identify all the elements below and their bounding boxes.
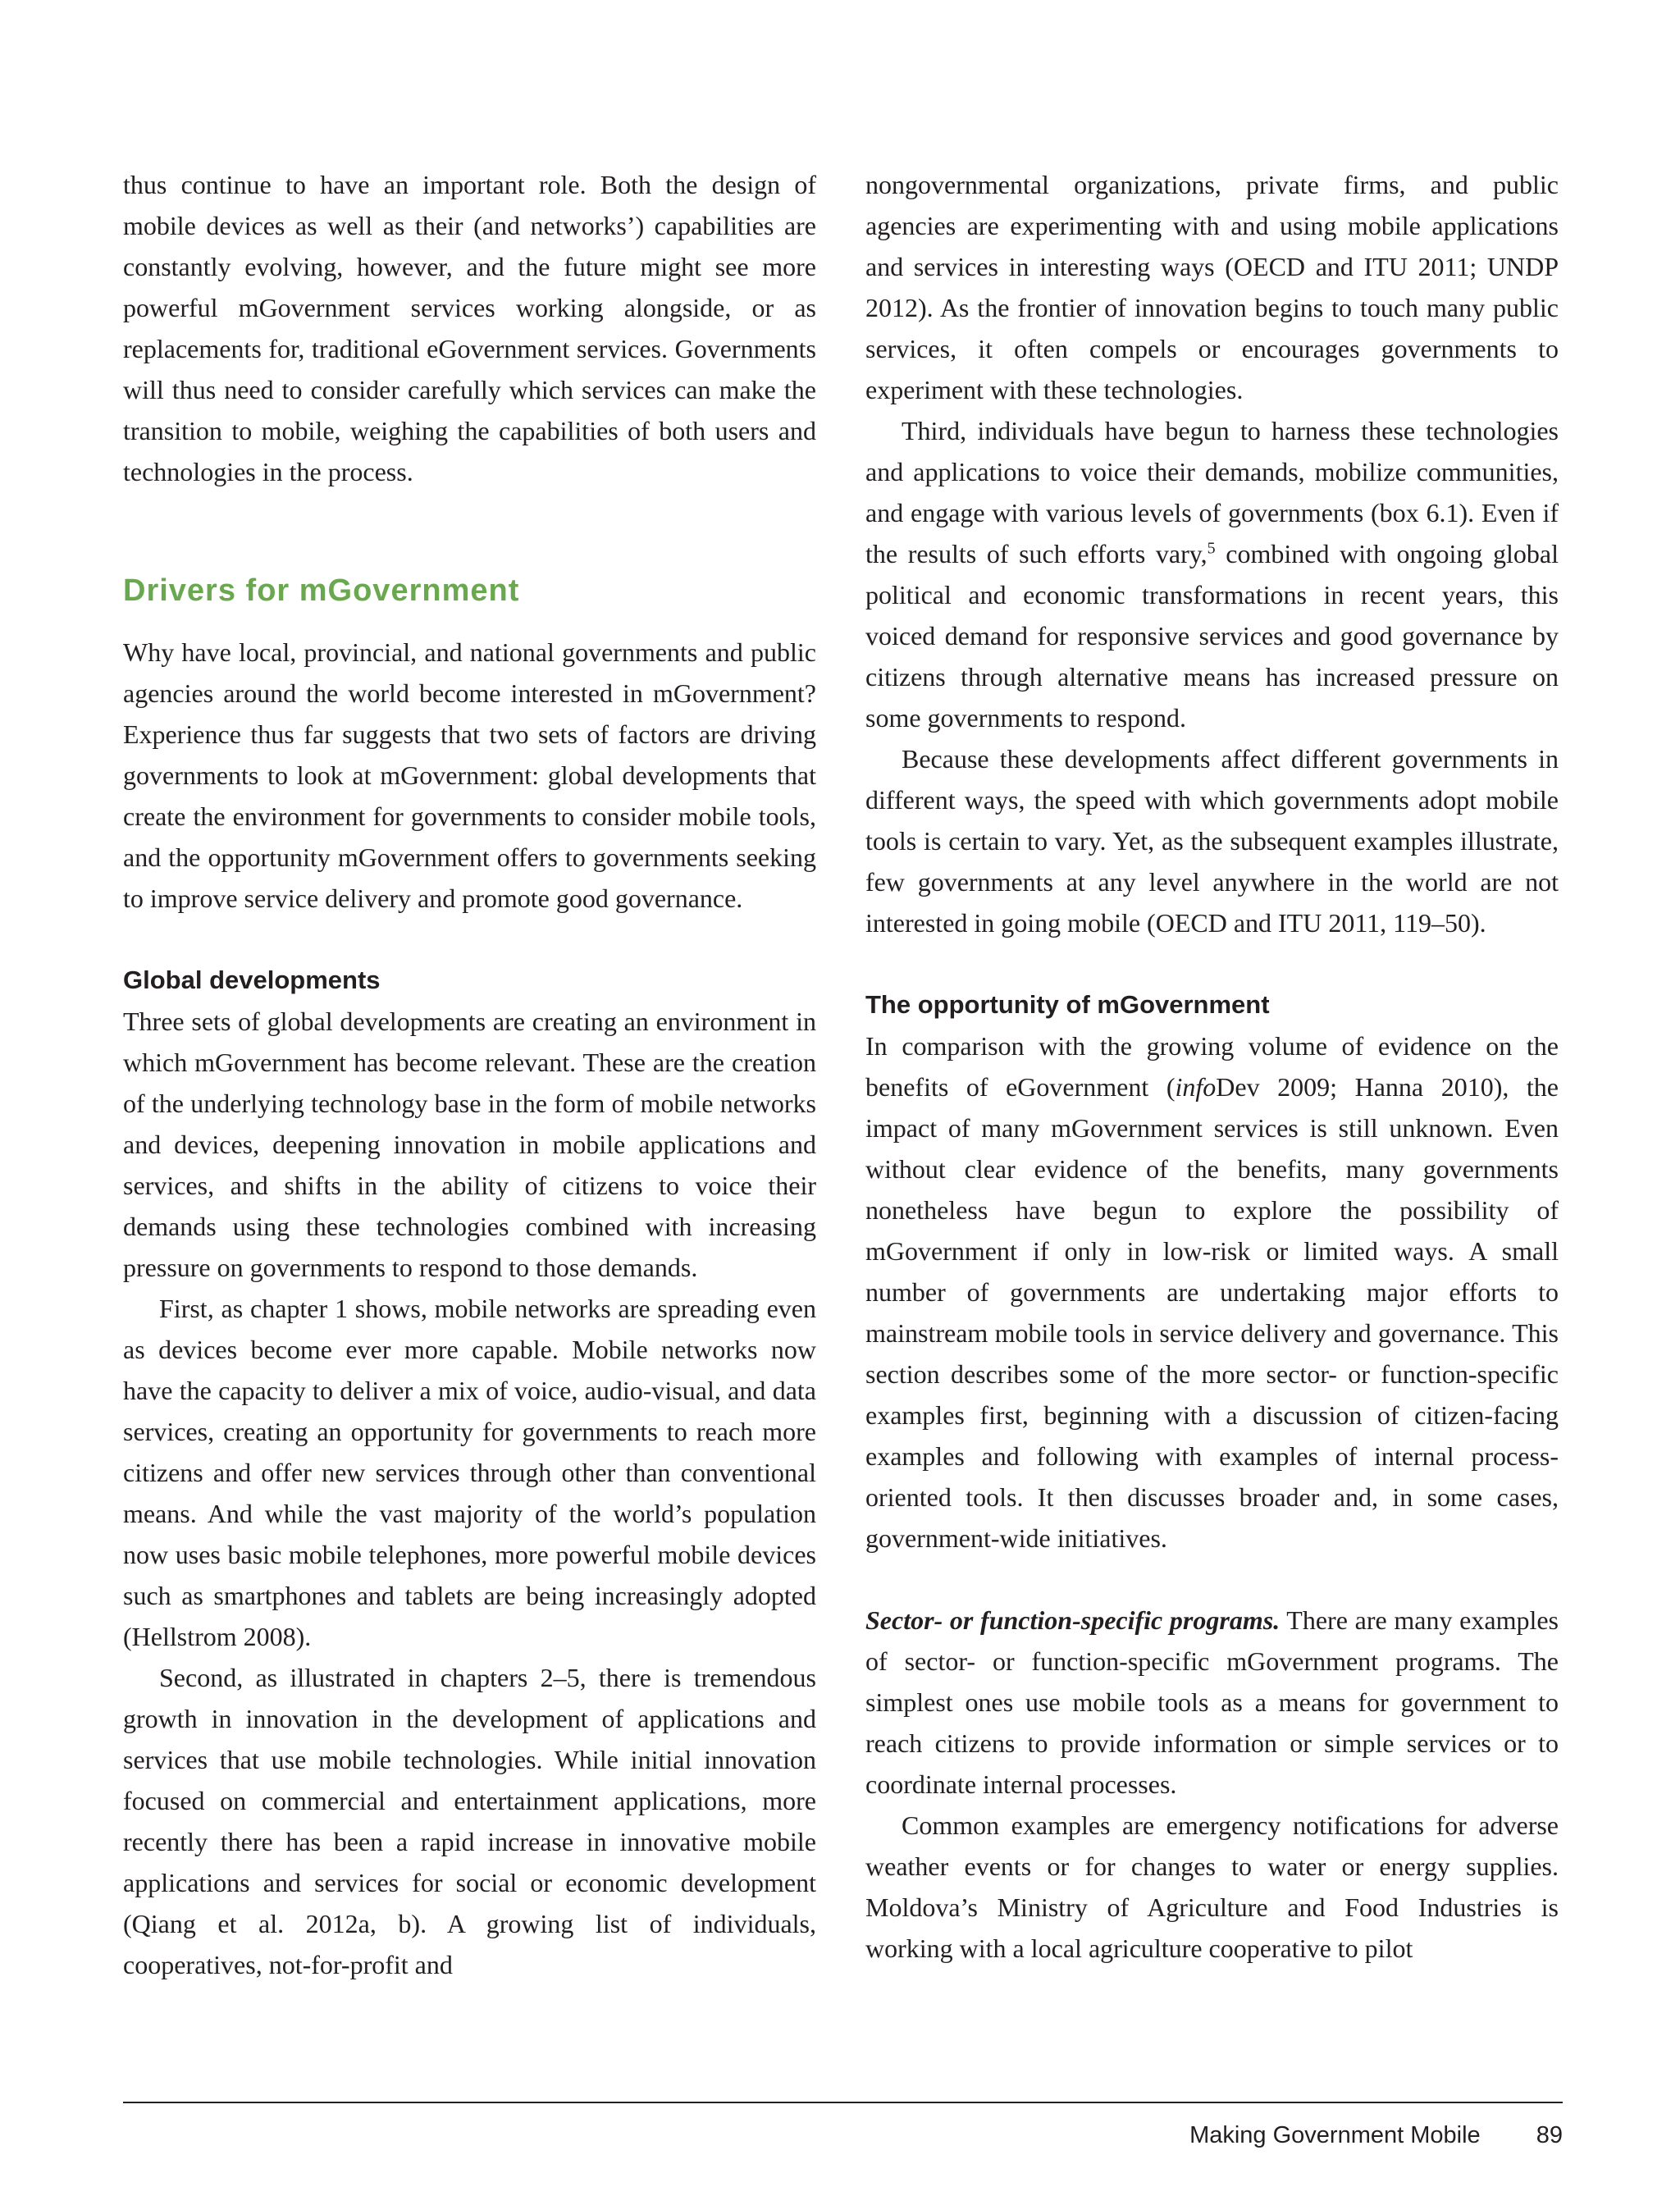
left-column xyxy=(123,164,816,1985)
section-heading-drivers: Drivers for mGovernment xyxy=(123,573,520,608)
paragraph-intro: thus continue to have an important role. Both the design of mobile devices as well as their (and networks’) capabilities are constantly evolving, however, and the future might see more powerful mGovernment services working alongside, or as replacements for, traditional eGovernment services. Governments will thus need to consider carefully which services can make the transition to mobile, weighing the capabilities of both users and technologies in the process. xyxy=(123,170,816,486)
footnote-marker: 5 xyxy=(1207,539,1216,558)
paragraph-drivers: Why have local, provincial, and national governments and public agencies around the world become interested in mGovernment? Experience thus far suggests that two sets of factors are driving governments to look at mGovernment: global developments that create the environment for governments to consider mobile tools, and the opportunity mGovernment offers to governments seeking to improve service delivery and promote good governance. xyxy=(123,637,816,913)
paragraph-third-text-b: combined with ongoing global political and economic transformations in recent years, this voiced demand for responsive services and good governance by citizens through alternative means has increased pressure on some governments to respond. xyxy=(865,539,1559,733)
paragraph-opportunity-text-b: Dev 2009; Hanna 2010), the impact of many mGovernment services is still unknown. Even without clear evidence of the benefits, many governments nonetheless have begun to explore the possibility of mGovernment if only in low-risk or limited ways. A small number of governments are undertaking major efforts to mainstream mobile tools in service delivery and governance. This section describes some of the more sector- or function-specific examples first, beginning with a discussion of citizen-facing examples and following with examples of internal process-oriented tools. It then discusses broader and, in some cases, government-wide initiatives. xyxy=(865,1072,1559,1553)
paragraph-common-examples: Common examples are emergency notifications for adverse weather events or for changes to water or energy supplies. Moldova’s Ministry of Agriculture and Food Industries is working with a local agriculture cooperative to pilot xyxy=(865,1810,1559,1963)
paragraph-second: Second, as illustrated in chapters 2–5, there is tremendous growth in innovation in the development of applications and services that use mobile technologies. While initial innovation focused on commercial and entertainment applications, more recently there has been a rapid increase in innovative mobile applications and services for social or economic development (Qiang et al. 2012a, b). A growing list of individuals, cooperatives, not-for-profit and xyxy=(123,1663,816,1979)
paragraph-global-developments: Three sets of global developments are creating an environment in which mGovernment has become relevant. These are the creation of the underlying technology base in the form of mobile networks and devices, deepening innovation in mobile applications and services, and shifts in the ability of citizens to voice their demands using these technologies combined with increasing pressure on governments to respond to those demands. xyxy=(123,1007,816,1282)
run-in-heading-sector: Sector- or function-specific programs. xyxy=(865,1605,1281,1635)
paragraph-third xyxy=(865,410,1559,738)
footer-title: Making Government Mobile xyxy=(1189,2122,1481,2148)
paragraph-sector-text: There are many examples of sector- or function-specific mGovernment programs. The simplest ones use mobile tools as a means for government to reach citizens to provide information or simple services or to coordinate internal processes. xyxy=(865,1605,1559,1799)
subheading-global-developments: Global developments xyxy=(123,966,381,994)
paragraph-because: Because these developments affect different governments in different ways, the speed with which governments adopt mobile tools is certain to vary. Yet, as the subsequent examples illustrate, few governments at any level anywhere in the world are not interested in going mobile (OECD and ITU 2011, 119–50). xyxy=(865,744,1559,938)
page-footer xyxy=(1189,2121,1563,2150)
paragraph-opportunity-italic: info xyxy=(1175,1072,1217,1102)
page-number: 89 xyxy=(1536,2122,1563,2148)
right-column xyxy=(865,164,1559,1969)
paragraph-gap xyxy=(865,1559,1559,1600)
subheading-opportunity: The opportunity of mGovernment xyxy=(865,990,1270,1019)
paragraph-continued: nongovernmental organizations, private firms, and public agencies are experimenting with and using mobile applications and services in interesting ways (OECD and ITU 2011; UNDP 2012). As the frontier of innovation begins to touch many public services, it often compels or encourages governments to experiment with these technologies. xyxy=(865,170,1559,404)
paragraph-first: First, as chapter 1 shows, mobile networks are spreading even as devices become ever more capable. Mobile networks now have the capacity to deliver a mix of voice, audio-visual, and data services, creating an opportunity for governments to reach more citizens and offer new services through other than conventional means. And while the vast majority of the world’s population now uses basic mobile telephones, more powerful mobile devices such as smartphones and tablets are being increasingly adopted (Hellstrom 2008). xyxy=(123,1294,816,1651)
paragraph-third-text-a: Third, individuals have begun to harness these technologies and applications to voice their demands, mobilize communities, and engage with various levels of governments (box 6.1). Even if the results of such efforts vary, xyxy=(865,416,1559,568)
footer-rule xyxy=(123,2102,1563,2103)
paragraph-opportunity-text-a: In comparison with the growing volume of evidence on the benefits of eGovernment ( xyxy=(865,1031,1559,1102)
paragraph-sector-programs xyxy=(865,1600,1559,1805)
paragraph-opportunity xyxy=(865,1025,1559,1559)
